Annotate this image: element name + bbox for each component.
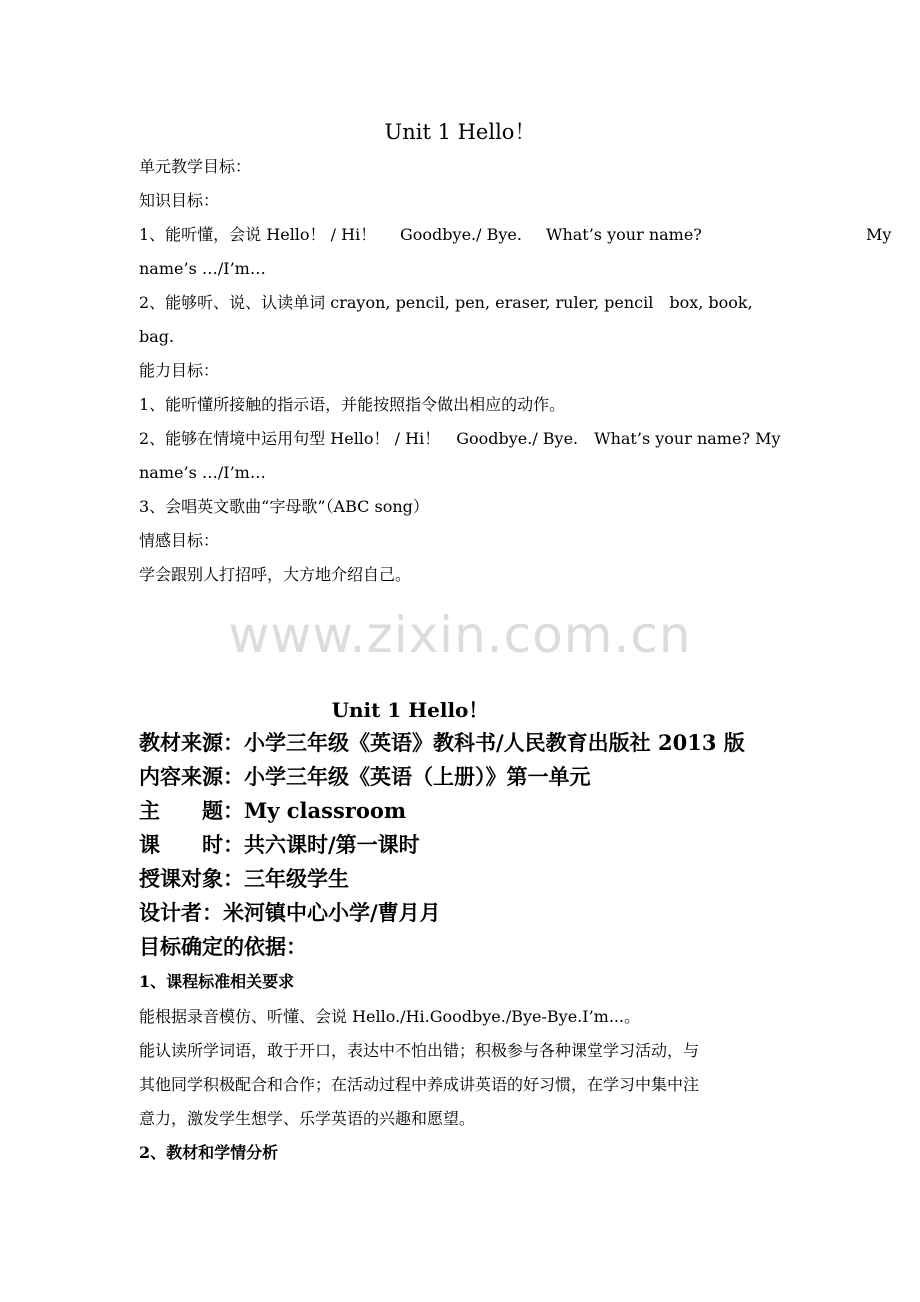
requirements-paragraph-2-line-2: 其他同学积极配合和合作；在活动过程中养成讲英语的好习惯，在学习中集中注 (139, 1075, 700, 1094)
knowledge-item-1-d: My (866, 225, 892, 244)
ability-goal-label: 能力目标： (139, 361, 220, 380)
requirements-paragraph-2-line-3: 意力，激发学生想学、乐学英语的兴趣和愿望。 (139, 1109, 476, 1128)
emotion-item-1: 学会跟别人打招呼，大方地介绍自己。 (139, 565, 412, 584)
emotion-goal-label: 情感目标： (139, 531, 220, 550)
lesson-topic: 主 题：My classroom (139, 798, 407, 823)
knowledge-item-1-c: What’s your name? (546, 225, 702, 244)
requirements-heading: 1、课程标准相关要求 (139, 972, 295, 991)
knowledge-item-1-b: Goodbye./ Bye. (400, 225, 522, 244)
unit-title: Unit 1 Hello！ (384, 120, 536, 144)
requirements-paragraph-1: 能根据录音模仿、听懂、会说 Hello./Hi.Goodbye./Bye-Bye.I’m...。 (139, 1007, 641, 1026)
ability-item-1: 1、能听懂所接触的指示语，并能按照指令做出相应的动作。 (139, 395, 566, 414)
knowledge-item-2: 2、能够听、说、认读单词 crayon, pencil, pen, eraser, ruler, pencil box, book, (139, 293, 753, 312)
ability-item-2: 2、能够在情境中运用句型 Hello！ / Hi！ Goodbye./ Bye. What’s your name? My (139, 429, 781, 448)
knowledge-goal-label: 知识目标： (139, 191, 220, 210)
analysis-heading: 2、教材和学情分析 (139, 1143, 279, 1162)
watermark: www.zixin.com.cn (228, 606, 692, 664)
lesson-audience: 授课对象：三年级学生 (139, 866, 349, 891)
unit-goal-label: 单元教学目标： (139, 157, 252, 176)
knowledge-item-2-cont: bag. (139, 327, 175, 346)
basis-label: 目标确定的依据： (139, 934, 307, 959)
lesson-designer: 设计者：米河镇中心小学/曹月月 (139, 900, 441, 925)
knowledge-item-1-cont: name’s …/I’m… (139, 259, 266, 278)
material-source: 教材来源：小学三年级《英语》教科书/人民教育出版社 2013 版 (139, 730, 745, 755)
ability-item-2-cont: name’s …/I’m… (139, 463, 266, 482)
lesson-title: Unit 1 Hello！ (331, 698, 489, 722)
content-source: 内容来源：小学三年级《英语（上册）》第一单元 (139, 764, 591, 789)
requirements-paragraph-2-line-1: 能认读所学词语，敢于开口，表达中不怕出错；积极参与各种课堂学习活动，与 (139, 1041, 700, 1060)
ability-item-3: 3、会唱英文歌曲“字母歌”（ABC song） (139, 497, 429, 516)
knowledge-item-1-a: 1、能听懂，会说 Hello！ / Hi！ (139, 225, 377, 244)
lesson-period: 课 时：共六课时/第一课时 (139, 832, 420, 857)
